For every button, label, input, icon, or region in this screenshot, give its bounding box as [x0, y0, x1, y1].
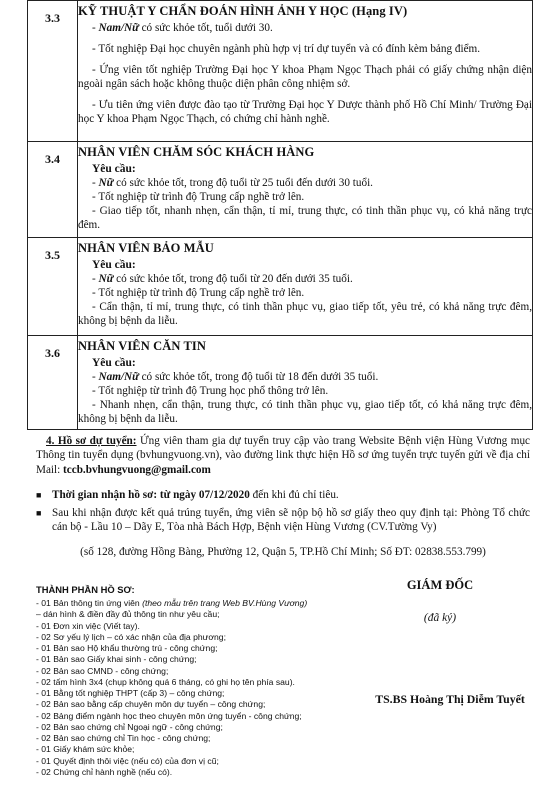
table-row [28, 1, 533, 142]
table-row [28, 142, 533, 238]
requirement-line: - Nam/Nữ có sức khỏe tốt, trong độ tuổi từ 18 đến dưới 35 tuổi. [92, 371, 379, 383]
requirement-line: - Tốt nghiệp từ trình độ Trung cấp nghề trở lên. [92, 191, 305, 203]
list-item: - 02 Bản sao CMND - công chứng; [36, 665, 169, 676]
requirement-line: - Ưu tiên ứng viên được đào tạo từ Trường Đại học Y Dược thành phố Hồ Chí Minh/ Trường Đại học Y khoa Phạm Ngọc Thạch, có chứng chỉ hành nghề. [78, 99, 532, 125]
requirements-heading: Yêu cầu: [92, 357, 136, 369]
job-number: 3.6 [45, 346, 60, 360]
requirement-line: - Ứng viên tốt nghiệp Trường Đại học Y khoa Phạm Ngọc Thạch phải có giấy chứng nhận diện ngoài ngân sách hoặc không thuộc diện phân công nhiệm sở. [78, 64, 532, 90]
table-row [28, 238, 533, 336]
list-item: - 02 Bản sao chứng chỉ Tin học - công chứng; [36, 733, 211, 743]
list-item: - 02 Chứng chỉ hành nghề (nếu có). [36, 766, 173, 777]
requirement-line: - Cẩn thận, tỉ mỉ, trung thực, có tinh thần phục vụ, giao tiếp tốt, yêu trẻ, có khả năng trực đêm, không bị bệnh da liễu. [78, 301, 532, 327]
job-title: NHÂN VIÊN BẢO MẪU [78, 241, 214, 255]
list-item: – dán hình & điền đầy đủ thông tin như yêu cầu; [36, 609, 220, 620]
requirements-heading: Yêu cầu: [92, 163, 136, 175]
list-item: - 01 Bản sao Hộ khẩu thường trú - công chứng; [36, 643, 218, 653]
requirement-line: - Giao tiếp tốt, nhanh nhẹn, cẩn thận, tỉ mỉ, trung thực, có tinh thần phục vụ, có khả năng trực đêm. [78, 205, 532, 231]
list-item: - 01 Đơn xin việc (Viết tay). [36, 620, 140, 631]
list-item: - 02 Sơ yếu lý lịch – có xác nhận của địa phương; [36, 631, 226, 642]
job-title: NHÂN VIÊN CĂN TIN [78, 339, 206, 353]
list-item: - 02 Bản sao bằng cấp chuyên môn dự tuyển – công chứng; [36, 699, 266, 710]
signature-status: (đã ký) [423, 612, 457, 624]
job-title: NHÂN VIÊN CHĂM SÓC KHÁCH HÀNG [78, 145, 315, 159]
list-item: - 01 Quyết định thôi việc (nếu có) của đơn vị cũ; [36, 755, 219, 766]
section-label: 4. Hồ sơ dự tuyển: [46, 435, 137, 447]
requirement-line: - Nữ có sức khỏe tốt, trong độ tuổi từ 25 tuổi đến dưới 30 tuổi. [92, 177, 373, 189]
documents-heading: THÀNH PHẦN HỒ SƠ: [36, 584, 135, 595]
list-item: - 01 Giấy khám sức khỏe; [36, 744, 135, 755]
table-row [28, 336, 533, 430]
list-item: - 01 Bằng tốt nghiệp THPT (cấp 3) – công chứng; [36, 688, 225, 698]
job-title: KỸ THUẬT Y CHẨN ĐOÁN HÌNH ẢNH Y HỌC (Hạng IV) [78, 4, 408, 18]
documents-list [36, 598, 336, 778]
job-requirements-table [27, 0, 533, 430]
requirement-line: - Tốt nghiệp từ trình độ Trung học phổ thông trở lên. [92, 385, 329, 397]
requirement-line: - Tốt nghiệp từ trình độ Trung cấp nghề trở lên. [92, 287, 305, 299]
signatory-name: TS.BS Hoàng Thị Diễm Tuyết [375, 692, 525, 706]
list-item: - 01 Bản sao Giấy khai sinh - công chứng; [36, 654, 197, 665]
list-item: - 02 Bảng điểm ngành học theo chuyên môn ứng tuyển - công chứng; [36, 710, 302, 721]
list-item: - 02 tấm hình 3x4 (chụp không quá 6 tháng, có ghi họ tên phía sau). [36, 676, 295, 687]
requirement-line: - Tốt nghiệp Đại học chuyên ngành phù hợp vị trí dự tuyển và có đính kèm bảng điểm. [92, 43, 481, 55]
deadline-bullet: ■ Thời gian nhận hồ sơ: từ ngày 07/12/2020 đến khi đủ chỉ tiêu. [36, 489, 339, 501]
list-item: - 01 Bản thông tin ứng viên (theo mẫu trên trang Web BV.Hùng Vương) [36, 598, 308, 608]
bullet-icon: ■ [36, 508, 42, 518]
job-number: 3.3 [45, 11, 60, 25]
job-number: 3.4 [45, 152, 60, 166]
requirement-line: - Nhanh nhẹn, cẩn thận, trung thực, có tinh thần phục vụ, giao tiếp tốt, có khả năng trực đêm, không bị bệnh da liễu. [78, 399, 532, 425]
application-section: 4. Hồ sơ dự tuyển: Ứng viên tham gia dự tuyển truy cập vào trang Website Bệnh viện Hùng Vương mục Thông tin tuyển dụng (bvhungvuong.vn), vào đường link thực hiện Hồ sơ ứng tuyển trực tuyến gửi về địa chỉ Mail: tccb.bvhungvuong@gmail.com [36, 435, 531, 476]
signature-role: GIÁM ĐỐC [406, 578, 474, 592]
hospital-address: (số 128, đường Hồng Bàng, Phường 12, Quận 5, TP.Hồ Chí Minh; Số ĐT: 02838.553.799) [80, 546, 486, 558]
list-item: - 02 Bản sao chứng chỉ Ngoại ngữ - công chứng; [36, 721, 223, 732]
requirement-line: - Nữ có sức khỏe tốt, trong độ tuổi từ 20 đến dưới 35 tuổi. [92, 273, 353, 285]
bullet-icon: ■ [36, 490, 42, 500]
submission-bullet: ■ Sau khi nhận được kết quả trúng tuyển, ứng viên sẽ nộp bộ hồ sơ giấy theo quy định tại: Phòng Tổ chức cán bộ - Lầu 10 – Dãy E, Tòa nhà Bách Hợp, Bệnh viện Hùng Vương (CV.Tường Vy) [36, 507, 530, 534]
requirement-line: - Nam/Nữ có sức khỏe tốt, tuổi dưới 30. [92, 22, 273, 34]
requirements-heading: Yêu cầu: [92, 259, 136, 271]
email-link[interactable]: tccb.bvhungvuong@gmail.com [63, 463, 211, 476]
job-number: 3.5 [45, 248, 60, 262]
